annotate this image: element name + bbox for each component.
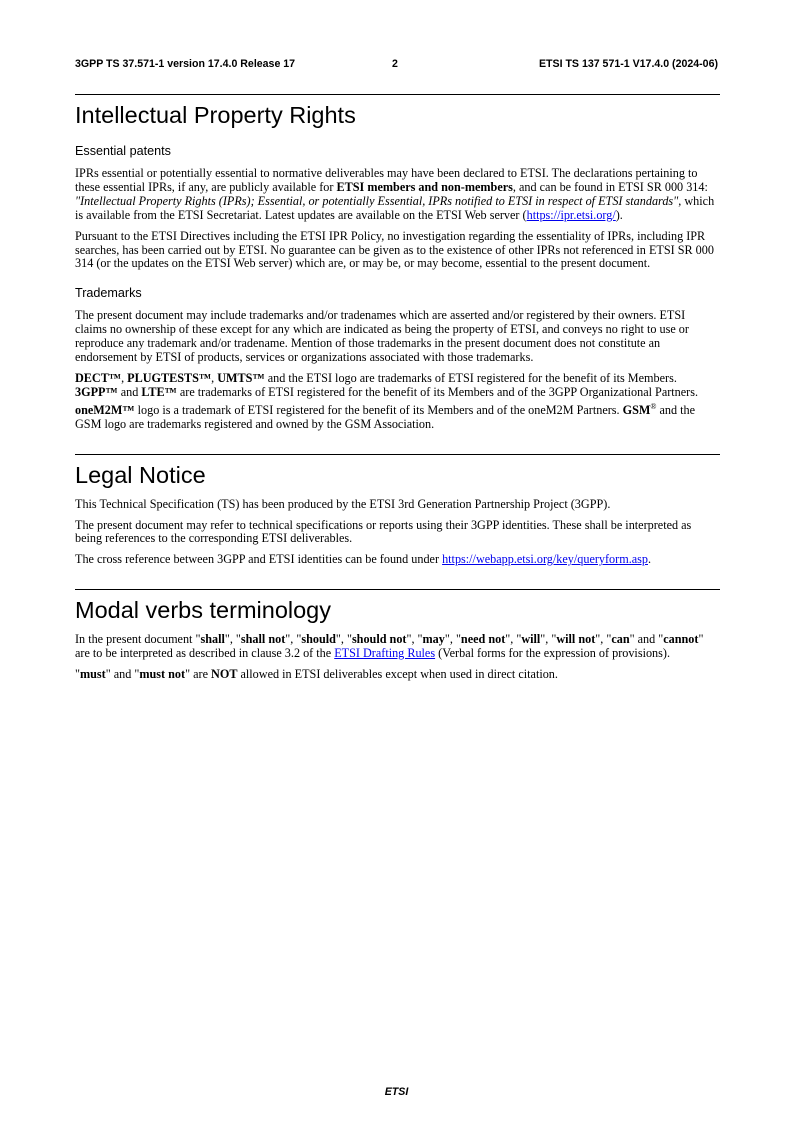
trademarks-heading: Trademarks [75, 286, 142, 301]
legal-paragraph-3: The cross reference between 3GPP and ETSI identities can be found under https://webapp.etsi.org/key/queryform.asp. [75, 552, 652, 567]
header-page-number: 2 [392, 58, 398, 70]
legal-paragraph-1: This Technical Specification (TS) has been produced by the ETSI 3rd Generation Partnership Project (3GPP). [75, 496, 611, 511]
ipr-link[interactable]: https://ipr.etsi.org/ [526, 207, 616, 222]
header-etsi-id: ETSI TS 137 571-1 V17.4.0 (2024-06) [538, 58, 718, 70]
essential-patents-heading: Essential patents [75, 144, 171, 158]
trademarks-paragraph-2: DECT™, PLUGTESTS™, UMTS™ and the ETSI logo are trademarks of ETSI registered for the benefit of its Members. 3GPP™ and LTE™ are trademarks of ETSI registered for the benefit of its Members and of the 3GPP Organizational Partners. oneM2M™ logo is a trademark of ETSI registered for the benefit of its Members and of the oneM2M Partners. GSM® and the GSM logo are trademarks registered and owned by the GSM Association. [75, 370, 699, 431]
essential-patents-paragraph-1: IPRs essential or potentially essential to normative deliverables may have been declared to ETSI. The declarations pertaining to these essential IPRs, if any, are publicly available for ETSI members and non-members, and can be found in ETSI SR 000 314: "Intellectual Property Rights (IPRs); Essential, or potentially Essential, IPRs notified to ETSI in respect of ETSI standards", which is available from the ETSI Secretariat. Latest updates are available on the ETSI Web server (https://ipr.etsi.org/). [75, 166, 715, 222]
footer-etsi: ETSI [384, 1086, 409, 1098]
section-divider [75, 589, 720, 590]
modal-paragraph-1: In the present document "shall", "shall not", "should", "should not", "may", "need not", "will", "will not", "can" and "cannot" are to be interpreted as described in clause 3.2 of the ETSI Drafting Rules (Verbal forms for the expression of provisions). [75, 632, 704, 661]
drafting-rules-link[interactable]: ETSI Drafting Rules [334, 646, 436, 661]
section-divider [75, 94, 720, 95]
section-divider [75, 454, 720, 455]
legal-notice-title: Legal Notice [75, 461, 206, 488]
modal-paragraph-2: "must" and "must not" are NOT allowed in ETSI deliverables except when used in direct citation. [75, 667, 558, 682]
legal-paragraph-2: The present document may refer to technical specifications or reports using their 3GPP identities. These shall be interpreted as being references to the corresponding ETSI deliverables. [75, 517, 692, 546]
ipr-title: Intellectual Property Rights [75, 102, 356, 128]
essential-patents-paragraph-2: Pursuant to the ETSI Directives including the ETSI IPR Policy, no investigation regarding the essentiality of IPRs, including IPR searches, has been carried out by ETSI. No guarantee can be given as to the existence of other IPRs not referenced in ETSI SR 000 314 (or the updates on the ETSI Web server) which are, or may be, or may become, essential to the present document. [75, 228, 714, 271]
document-body [75, 94, 720, 689]
modal-verbs-title: Modal verbs terminology [75, 597, 331, 624]
trademarks-paragraph-1: The present document may include trademarks and/or tradenames which are asserted and/or registered by their owners. ETSI claims no ownership of these except for any which are indicated as being the property of ETSI, and conveys no right to use or reproduce any trademark and/or tradename. Mention of those trademarks in the present document does not constitute an endorsement by ETSI of products, services or organizations associated with those trademarks. [75, 308, 689, 365]
header-spec-id: 3GPP TS 37.571-1 version 17.4.0 Release 17 [75, 58, 296, 70]
cross-reference-link[interactable]: https://webapp.etsi.org/key/queryform.asp [442, 552, 648, 567]
